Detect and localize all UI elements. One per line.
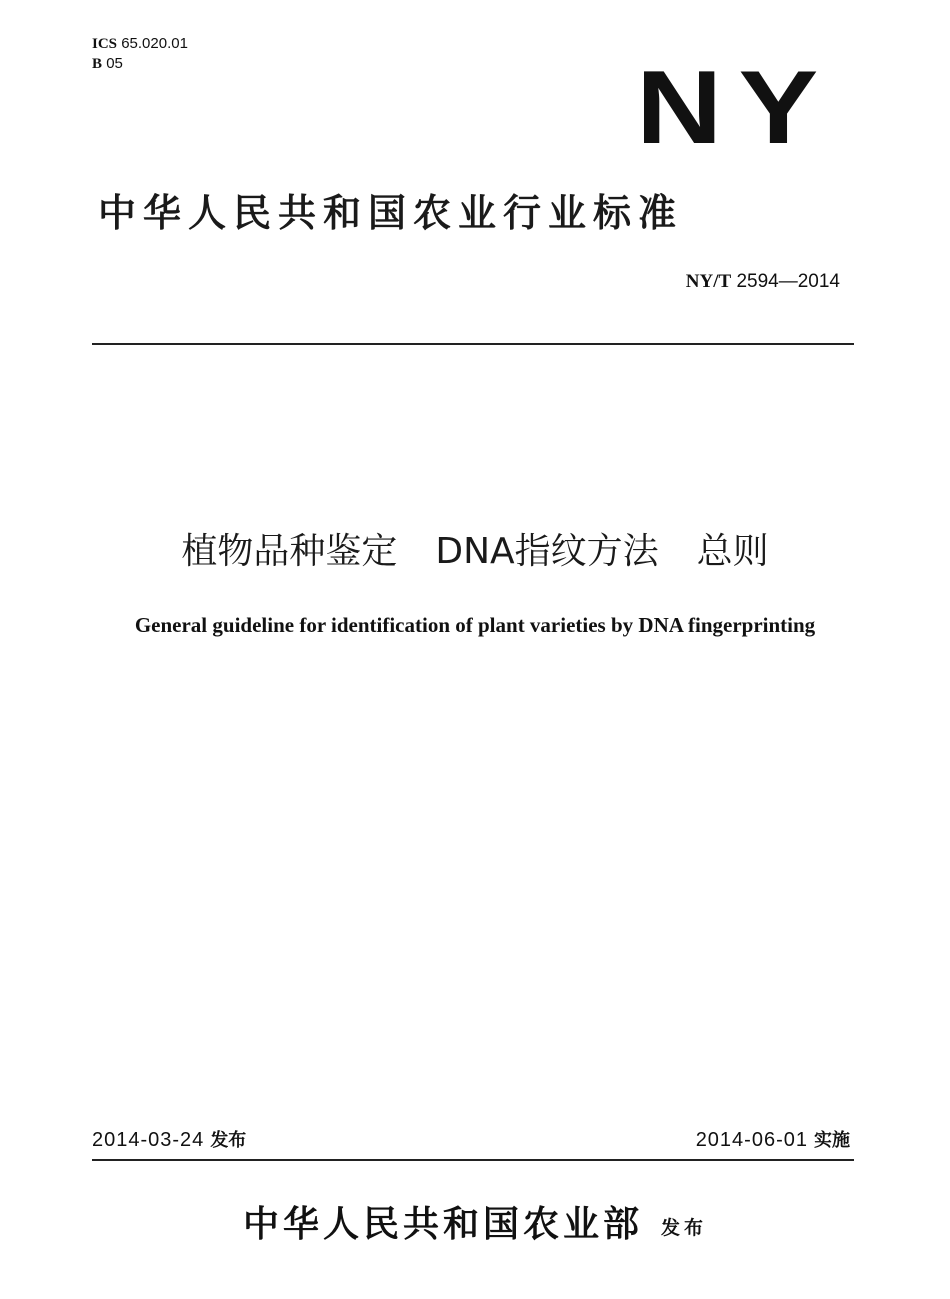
ny-logo: NY (636, 50, 835, 166)
ics-label: ICS (92, 36, 118, 52)
document-title-en: General guideline for identification of plant varieties by DNA fingerprinting (134, 613, 816, 637)
ics-line (92, 34, 188, 54)
document-title-zh (0, 527, 950, 577)
issuer-block (0, 1198, 950, 1250)
standard-number-value: 2594—2014 (736, 271, 840, 292)
issuer-action: 发布 (661, 1217, 708, 1239)
standard-title: 中华人民共和国农业行业标准 (98, 191, 684, 235)
implement-date: 2014-06-01 (695, 1129, 808, 1151)
release-date: 2014-03-24 (92, 1129, 205, 1151)
bottom-divider (92, 1159, 854, 1161)
top-divider (92, 343, 854, 345)
release-date-block (92, 1126, 246, 1155)
standard-number (686, 270, 840, 294)
ccs-line (92, 54, 188, 74)
ccs-label: B (92, 56, 103, 72)
title-zh-part3: 总则 (696, 531, 769, 572)
release-label: 发布 (210, 1130, 247, 1151)
implement-date-block (696, 1126, 850, 1155)
ics-code: 65.020.01 (121, 35, 188, 52)
issuer-name: 中华人民共和国农业部 (242, 1203, 643, 1245)
standard-number-prefix: NY/T (685, 271, 732, 292)
classification-block (92, 34, 188, 74)
implement-label: 实施 (814, 1130, 850, 1151)
title-zh-part2: DNA指纹方法 (435, 531, 659, 572)
ccs-code: 05 (106, 55, 123, 72)
title-zh-part1: 植物品种鉴定 (181, 531, 398, 572)
